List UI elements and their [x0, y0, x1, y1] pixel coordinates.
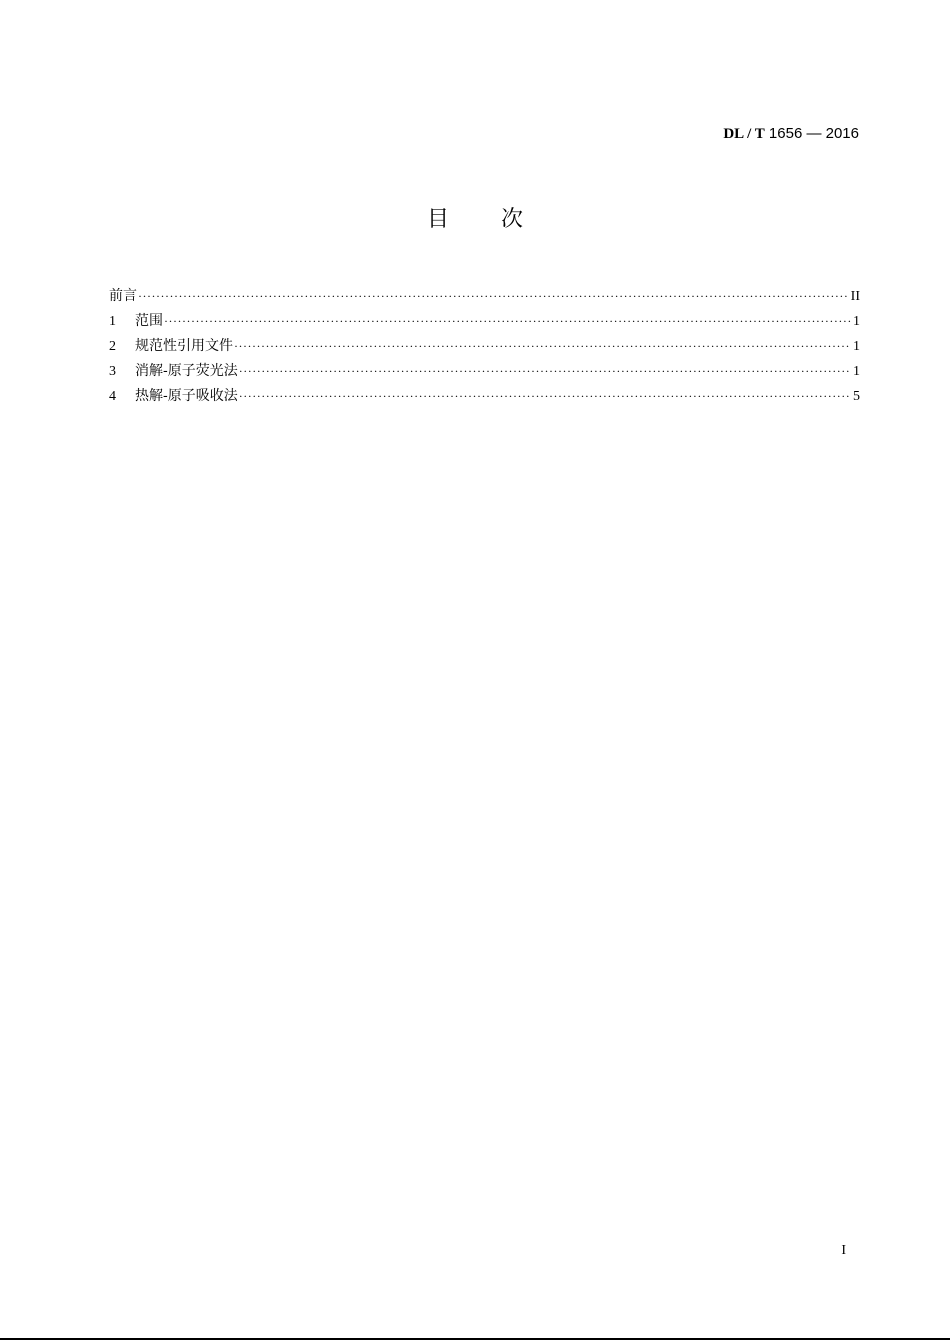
- page-number: I: [841, 1243, 846, 1258]
- toc-leader-dots: [239, 359, 851, 384]
- toc-leader-dots: [138, 284, 849, 309]
- toc-entry-normative-references[interactable]: [109, 334, 860, 359]
- toc-entry-digestion-afs[interactable]: [109, 359, 860, 384]
- toc-entry-foreword[interactable]: [109, 284, 860, 309]
- toc-entry-number: 1: [109, 314, 116, 329]
- toc-entry-label: 范围: [135, 313, 163, 329]
- toc-entry-scope[interactable]: [109, 309, 860, 334]
- standard-code-prefix: DL / T: [723, 126, 765, 142]
- toc-leader-dots: [164, 309, 851, 334]
- toc-entry-page: 5: [853, 389, 860, 404]
- standard-code-number: 1656 — 2016: [764, 125, 859, 142]
- toc-entry-page: 1: [853, 314, 860, 329]
- toc-entry-page: 1: [853, 364, 860, 379]
- page-bottom-divider: [0, 1338, 950, 1340]
- toc-entry-number: 3: [109, 364, 116, 379]
- toc-entry-label: 前言: [109, 288, 137, 304]
- toc-entry-label: 规范性引用文件: [135, 338, 233, 354]
- toc-entry-page: 1: [853, 339, 860, 354]
- toc-entry-label: 热解-原子吸收法: [135, 388, 238, 404]
- toc-entry-number: 4: [109, 389, 116, 404]
- toc-leader-dots: [234, 334, 851, 359]
- toc-entry-pyrolysis-aas[interactable]: [109, 384, 860, 409]
- toc-entry-page: II: [850, 289, 860, 304]
- toc-entry-label: 消解-原子荧光法: [135, 363, 238, 379]
- toc-list: [109, 284, 860, 409]
- toc-title: 目次: [426, 207, 575, 232]
- standard-code: [723, 124, 859, 144]
- toc-leader-dots: [239, 384, 851, 409]
- toc-entry-number: 2: [109, 339, 116, 354]
